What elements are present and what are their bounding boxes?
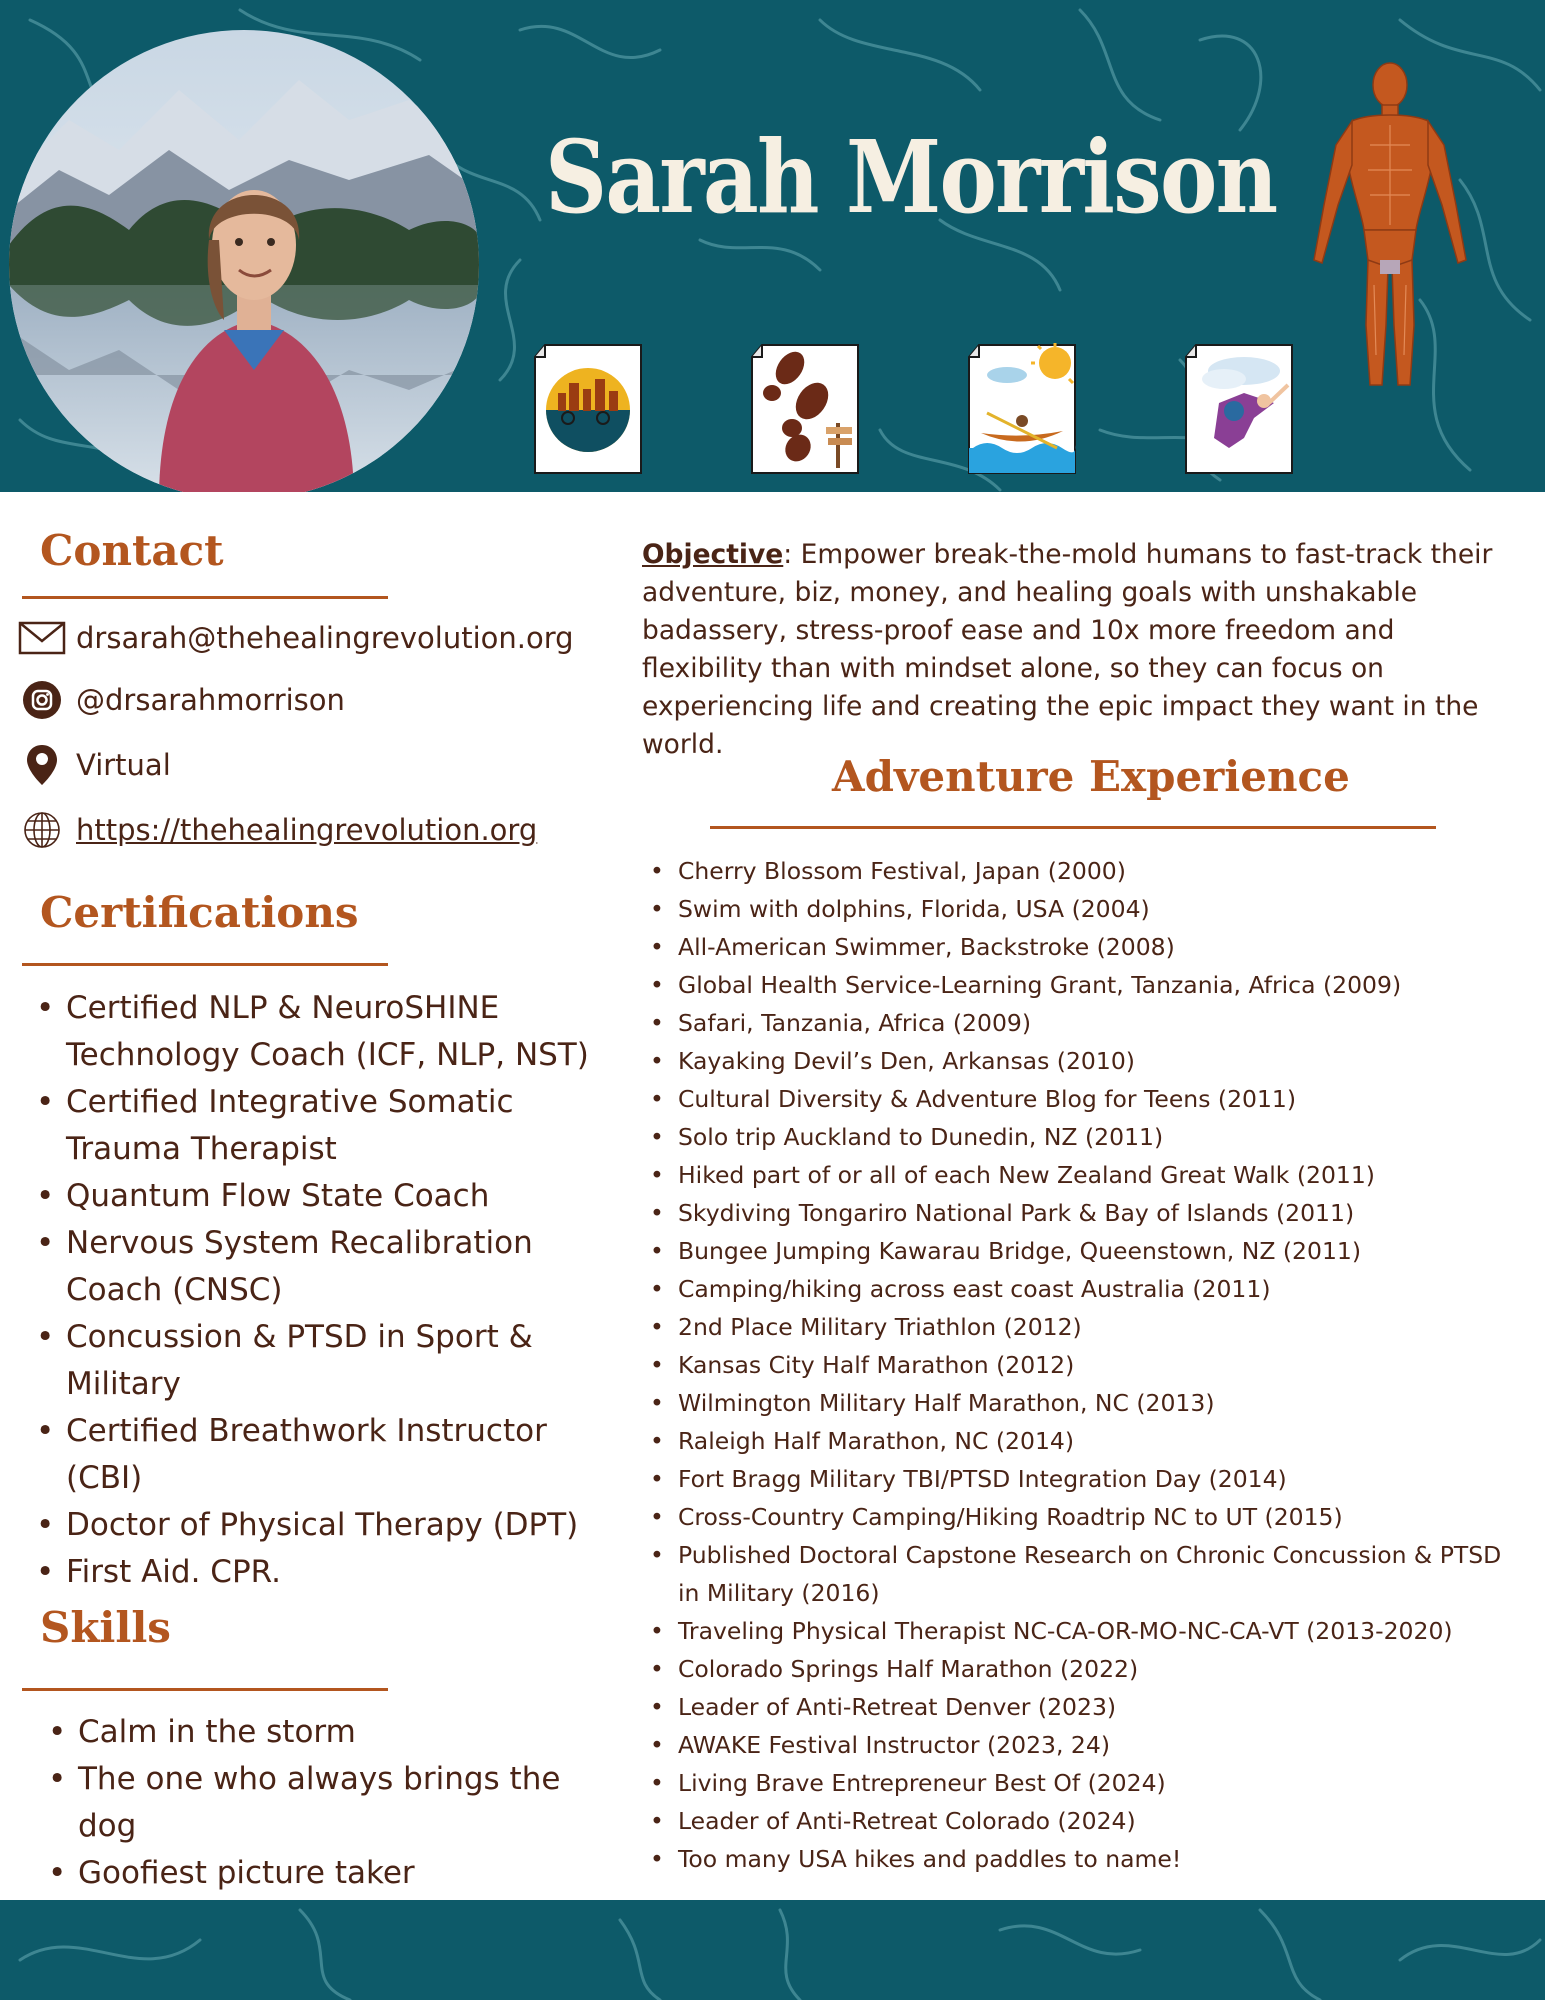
list-item: • Cross-Country Camping/Hiking Roadtrip NC to UT (2015) — [642, 1498, 1512, 1536]
contact-heading: Contact — [40, 526, 224, 575]
list-item: • Raleigh Half Marathon, NC (2014) — [642, 1422, 1512, 1460]
list-item: • Leader of Anti-Retreat Denver (2023) — [642, 1688, 1512, 1726]
adventure-list — [642, 852, 1512, 1878]
skills-heading: Skills — [40, 1603, 171, 1652]
list-item: • Camping/hiking across east coast Australia (2011) — [642, 1270, 1512, 1308]
list-item: • Swim with dolphins, Florida, USA (2004) — [642, 890, 1512, 928]
list-item: • Solo trip Auckland to Dunedin, NZ (2011) — [642, 1118, 1512, 1156]
kayak-icon — [967, 343, 1077, 475]
contact-email[interactable]: drsarah@thehealingrevolution.org — [76, 621, 574, 655]
profile-photo — [9, 30, 479, 492]
city-bike-icon — [533, 343, 643, 475]
list-item: • Calm in the storm — [42, 1709, 602, 1756]
skills-divider — [22, 1688, 388, 1691]
list-item: • Safari, Tanzania, Africa (2009) — [642, 1004, 1512, 1042]
adventure-heading: Adventure Experience — [832, 752, 1350, 801]
list-item: • Colorado Springs Half Marathon (2022) — [642, 1650, 1512, 1688]
contact-divider — [22, 596, 388, 599]
list-item: • Certified NLP & NeuroSHINE Technology Coach (ICF, NLP, NST) — [30, 985, 590, 1079]
list-item: • Kansas City Half Marathon (2012) — [642, 1346, 1512, 1384]
list-item: • Wilmington Military Half Marathon, NC (2013) — [642, 1384, 1512, 1422]
list-item: • Certified Breathwork Instructor (CBI) — [30, 1408, 590, 1502]
list-item: • Kayaking Devil’s Den, Arkansas (2010) — [642, 1042, 1512, 1080]
contact-website-row — [18, 805, 537, 855]
list-item: • Living Brave Entrepreneur Best Of (2024) — [642, 1764, 1512, 1802]
list-item: • Cherry Blossom Festival, Japan (2000) — [642, 852, 1512, 890]
skydiver-icon — [1184, 343, 1294, 475]
list-item: • Quantum Flow State Coach — [30, 1173, 590, 1220]
location-pin-icon — [18, 742, 66, 788]
decorative-squiggles-footer — [0, 1900, 1545, 2000]
list-item: • Nervous System Recalibration Coach (CNSC) — [30, 1220, 590, 1314]
contact-location: Virtual — [76, 748, 171, 782]
list-item: • Bungee Jumping Kawarau Bridge, Queenstown, NZ (2011) — [642, 1232, 1512, 1270]
skills-list — [42, 1709, 602, 1897]
contact-location-row — [18, 740, 171, 790]
footprints-icon — [750, 343, 860, 475]
envelope-icon — [18, 615, 66, 661]
adventure-divider — [710, 826, 1436, 829]
list-item: • Leader of Anti-Retreat Colorado (2024) — [642, 1802, 1512, 1840]
certifications-divider — [22, 963, 388, 966]
instagram-icon — [18, 677, 66, 723]
person-name: Sarah Morrison — [545, 118, 1277, 236]
globe-icon — [18, 807, 66, 853]
objective-label: Objective — [642, 539, 784, 570]
list-item: • Certified Integrative Somatic Trauma Therapist — [30, 1079, 590, 1173]
anatomy-figure-icon — [1300, 55, 1480, 400]
list-item: • Concussion & PTSD in Sport & Military — [30, 1314, 590, 1408]
list-item: • Goofiest picture taker — [42, 1850, 602, 1897]
contact-instagram[interactable]: @drsarahmorrison — [76, 683, 345, 717]
objective-text: : Empower break-the-mold humans to fast-track their adventure, biz, money, and healing goals with unshakable badassery, stress-proof ease and 10x more freedom and flexibility than with mindset alone, so they can focus on experiencing life and creating the epic impact they want in the world. — [642, 539, 1493, 760]
list-item: • Too many USA hikes and paddles to name! — [642, 1840, 1512, 1878]
list-item: • Fort Bragg Military TBI/PTSD Integration Day (2014) — [642, 1460, 1512, 1498]
list-item: • AWAKE Festival Instructor (2023, 24) — [642, 1726, 1512, 1764]
list-item: • Global Health Service-Learning Grant, Tanzania, Africa (2009) — [642, 966, 1512, 1004]
list-item: • 2nd Place Military Triathlon (2012) — [642, 1308, 1512, 1346]
header-banner — [0, 0, 1545, 492]
contact-email-row — [18, 613, 574, 663]
list-item: • Hiked part of or all of each New Zealand Great Walk (2011) — [642, 1156, 1512, 1194]
list-item: • First Aid. CPR. — [30, 1549, 590, 1596]
contact-website-link[interactable]: https://thehealingrevolution.org — [76, 813, 538, 847]
certifications-heading: Certifications — [40, 888, 359, 937]
list-item: • All-American Swimmer, Backstroke (2008) — [642, 928, 1512, 966]
list-item: • Skydiving Tongariro National Park & Bay of Islands (2011) — [642, 1194, 1512, 1232]
contact-instagram-row — [18, 675, 345, 725]
objective-paragraph — [642, 536, 1497, 764]
certifications-list — [30, 985, 590, 1596]
list-item: • Doctor of Physical Therapy (DPT) — [30, 1502, 590, 1549]
list-item: • Cultural Diversity & Adventure Blog for Teens (2011) — [642, 1080, 1512, 1118]
list-item: • Traveling Physical Therapist NC-CA-OR-MO-NC-CA-VT (2013-2020) — [642, 1612, 1512, 1650]
list-item: • The one who always brings the dog — [42, 1756, 602, 1850]
list-item: • Published Doctoral Capstone Research on Chronic Concussion & PTSD in Military (2016) — [642, 1536, 1512, 1612]
footer-banner — [0, 1900, 1545, 2000]
